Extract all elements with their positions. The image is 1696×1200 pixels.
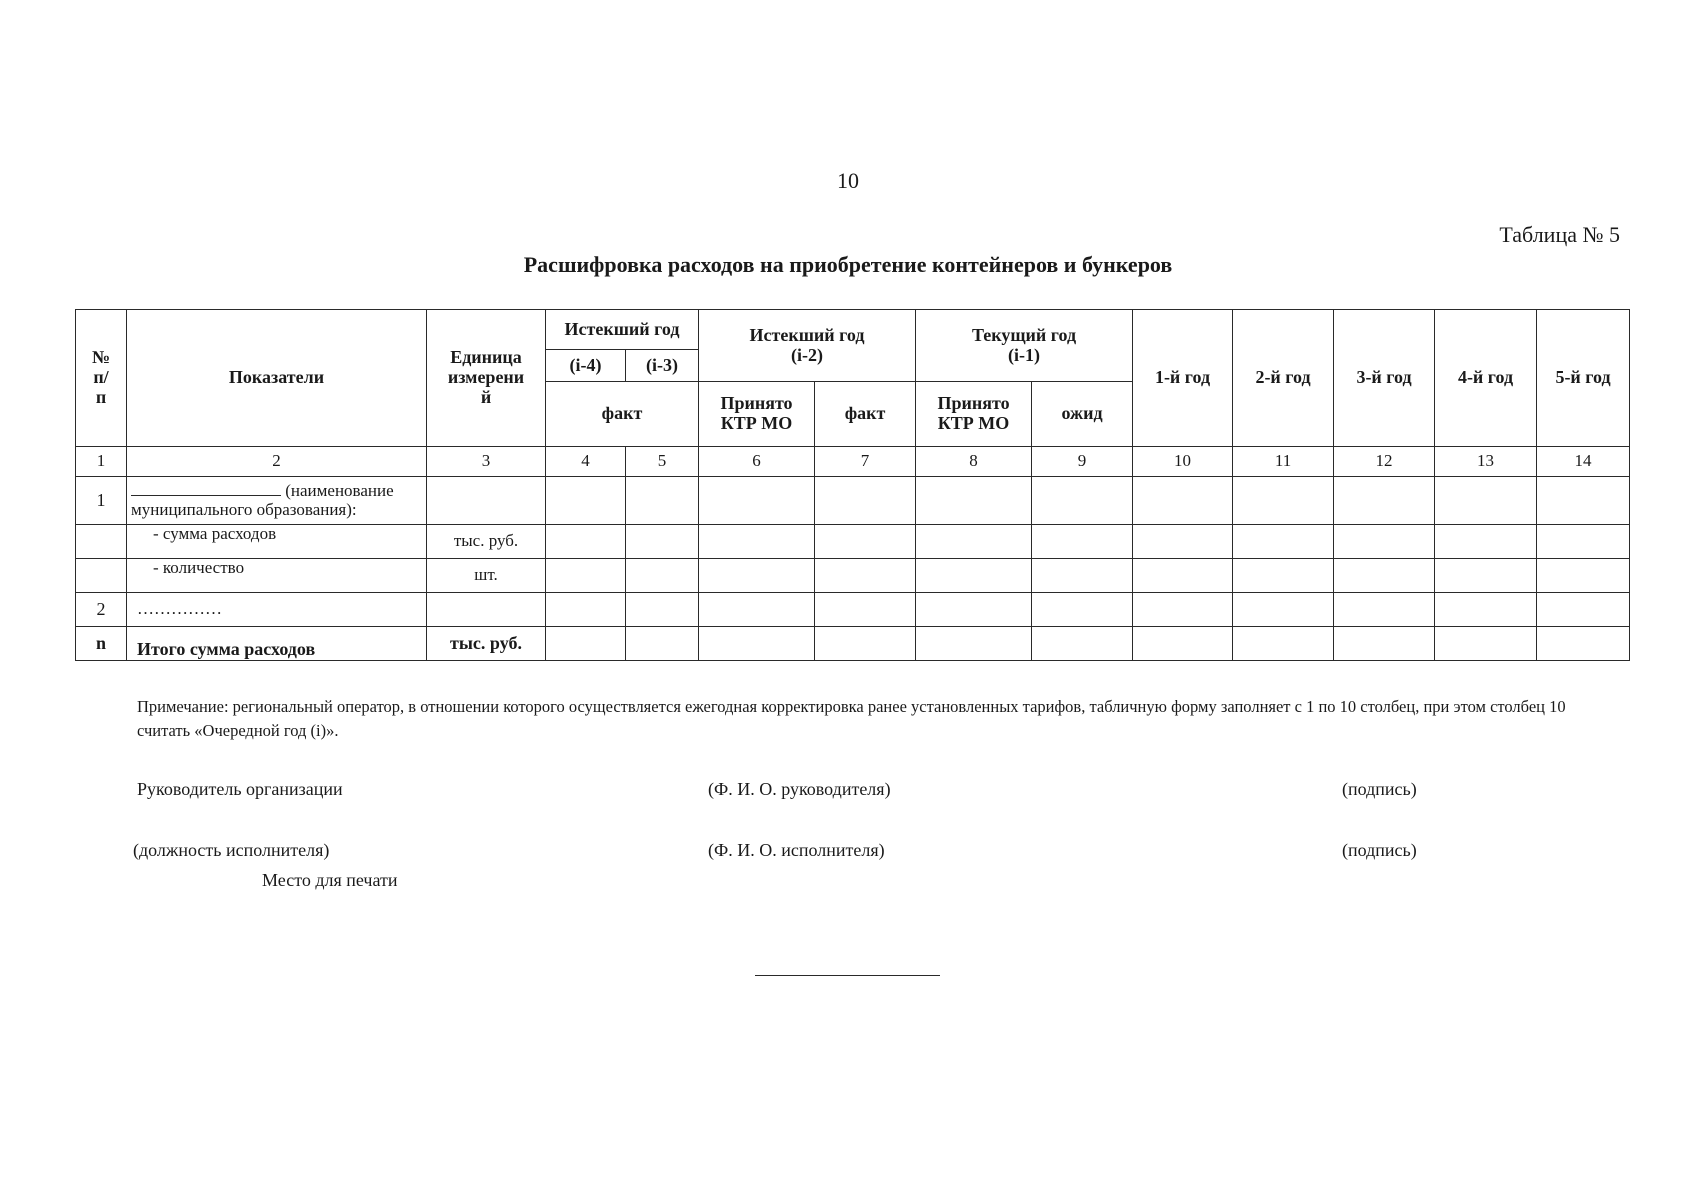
row-2-name: …………… — [127, 593, 427, 627]
table-row — [76, 477, 1630, 525]
header-year-3: 3-й год — [1334, 310, 1435, 447]
header-past-year: Истекший год — [546, 310, 699, 350]
header-unit: Единица измерени й — [427, 310, 546, 447]
header-year-5: 5-й год — [1537, 310, 1630, 447]
col-number: 6 — [699, 447, 815, 477]
row-number: 1 — [76, 477, 127, 525]
col-number: 11 — [1233, 447, 1334, 477]
header-fact: факт — [546, 382, 699, 447]
table-row — [76, 559, 1630, 593]
column-numbers-row — [76, 447, 1630, 477]
col-number: 9 — [1032, 447, 1133, 477]
table-row — [76, 525, 1630, 559]
header-year-1: 1-й год — [1133, 310, 1233, 447]
col-number: 4 — [546, 447, 626, 477]
col-number: 10 — [1133, 447, 1233, 477]
col-number: 2 — [127, 447, 427, 477]
header-past-year-i2: Истекший год (i-2) — [699, 310, 916, 382]
page-number: 10 — [837, 168, 859, 193]
quantity-label: - количество — [127, 559, 427, 593]
header-i3: (i-3) — [626, 350, 699, 382]
sum-label: - сумма расходов — [127, 525, 427, 559]
executor-signature-placeholder: (подпись) — [1342, 840, 1417, 860]
total-label: Итого сумма расходов — [127, 627, 427, 661]
executor-position-placeholder: (должность исполнителя) — [133, 840, 330, 860]
blank-fill-line — [131, 481, 281, 496]
header-i4: (i-4) — [546, 350, 626, 382]
col-number: 3 — [427, 447, 546, 477]
header-no: № п/ п — [76, 310, 127, 447]
header-accepted: Принято КТР МО — [699, 382, 815, 447]
row-number: 2 — [76, 593, 127, 627]
table-row — [76, 593, 1630, 627]
col-number: 13 — [1435, 447, 1537, 477]
sum-unit: тыс. руб. — [427, 525, 546, 559]
head-name-placeholder: (Ф. И. О. руководителя) — [708, 779, 891, 799]
header-fact-2: факт — [815, 382, 916, 447]
col-number: 8 — [916, 447, 1032, 477]
executor-name-placeholder: (Ф. И. О. исполнителя) — [708, 840, 885, 860]
header-expected: ожид — [1032, 382, 1133, 447]
col-number: 12 — [1334, 447, 1435, 477]
table-caption: Таблица № 5 — [1499, 222, 1620, 247]
expenses-table — [75, 309, 1630, 661]
header-year-2: 2-й год — [1233, 310, 1334, 447]
header-indicators: Показатели — [127, 310, 427, 447]
municipality-name-cell: (наименование муниципального образования): — [127, 477, 427, 525]
col-number: 1 — [76, 447, 127, 477]
col-number: 14 — [1537, 447, 1630, 477]
header-year-4: 4-й год — [1435, 310, 1537, 447]
col-number: 7 — [815, 447, 916, 477]
row-number: n — [76, 627, 127, 661]
seal-place: Место для печати — [262, 870, 398, 890]
col-number: 5 — [626, 447, 699, 477]
header-accepted-2: Принято КТР МО — [916, 382, 1032, 447]
header-current-year: Текущий год (i-1) — [916, 310, 1133, 382]
end-divider — [755, 975, 940, 976]
head-signature-placeholder: (подпись) — [1342, 779, 1417, 799]
quantity-unit: шт. — [427, 559, 546, 593]
table-note: Примечание: региональный оператор, в отношении которого осуществляется ежегодная корректировка ранее установленных тарифов, табличную форму заполняет с 1 по 10 столбец, при этом столбец 10 считать «Очередной год (i)». — [137, 697, 1566, 740]
total-unit: тыс. руб. — [427, 627, 546, 661]
head-label: Руководитель организации — [137, 779, 343, 799]
table-row — [76, 627, 1630, 661]
document-title: Расшифровка расходов на приобретение контейнеров и бункеров — [523, 252, 1173, 277]
